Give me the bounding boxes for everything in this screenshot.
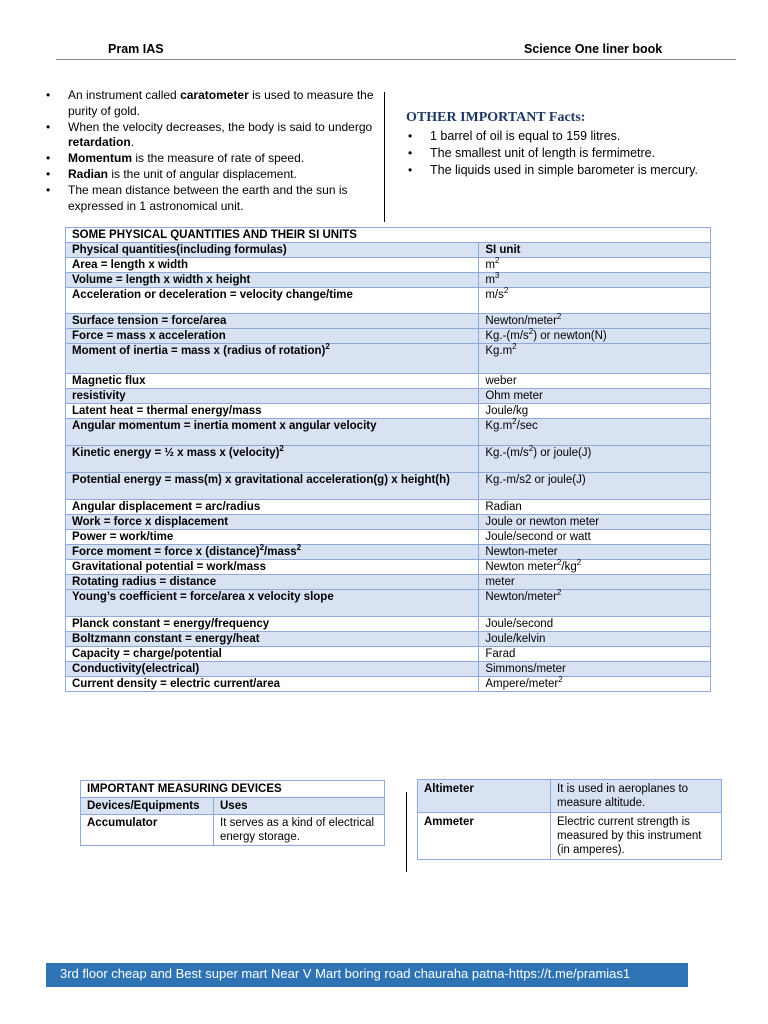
- fact-item: • Momentum is the measure of rate of speed.: [46, 151, 376, 167]
- si-unit-cell: $Kg.m^2/\sec$: [479, 419, 711, 446]
- si-unit-cell: Joule/second: [479, 617, 711, 632]
- table-row: [66, 617, 711, 632]
- si-unit-cell: $Kg.-(m/s^2)$ or newton(N): [479, 329, 711, 344]
- header-si-unit: SI unit: [479, 243, 711, 258]
- other-fact-item: • The smallest unit of length is fermimetre.: [408, 145, 738, 162]
- quantity-cell: Work = force x displacement: [66, 515, 479, 530]
- header-brand: Pram IAS: [108, 42, 164, 56]
- si-unit-cell: Joule/kg: [479, 404, 711, 419]
- measuring-devices-table-continued: [417, 779, 722, 860]
- table-row: [66, 632, 711, 647]
- facts-list-left: [46, 88, 376, 214]
- column-divider: [384, 92, 385, 222]
- quantity-cell: Current density = electric current/area: [66, 677, 479, 692]
- quantity-cell: Magnetic flux: [66, 374, 479, 389]
- quantity-cell: Area = length x width: [66, 258, 479, 273]
- quantity-cell: Young’s coefficient = force/area x velocity slope: [66, 590, 479, 617]
- table-row: [66, 530, 711, 545]
- fact-item: • Radian is the unit of angular displacement.: [46, 167, 376, 183]
- si-table-header-row: [66, 243, 711, 258]
- quantity-cell: resistivity: [66, 389, 479, 404]
- si-unit-cell: Newton/meter$^2$: [479, 590, 711, 617]
- device-use: It serves as a kind of electrical energy storage.: [214, 815, 385, 846]
- devices-header-row: [81, 798, 385, 815]
- device-use: Electric current strength is measured by this instrument (in amperes).: [551, 813, 722, 860]
- device-use: It is used in aeroplanes to measure altitude.: [551, 780, 722, 813]
- table-row: [66, 329, 711, 344]
- table-row: [66, 677, 711, 692]
- table-row: [418, 780, 722, 813]
- table-row: [66, 419, 711, 446]
- device-name: Altimeter: [418, 780, 551, 813]
- table-row: [66, 515, 711, 530]
- table-row: [66, 560, 711, 575]
- si-unit-cell: $Kg.m^2$: [479, 344, 711, 374]
- fact-item: • An instrument called caratometer is used to measure the purity of gold.: [46, 88, 376, 120]
- si-unit-cell: $Kg.-(m/s^2)$ or joule(J): [479, 446, 711, 473]
- table-row: [66, 258, 711, 273]
- table-row: [66, 344, 711, 374]
- si-table-title-row: [66, 228, 711, 243]
- si-unit-cell: Newton/meter$^2$: [479, 314, 711, 329]
- quantity-cell: Latent heat = thermal energy/mass: [66, 404, 479, 419]
- si-unit-cell: $m^2$: [479, 258, 711, 273]
- si-unit-cell: $m^3$: [479, 273, 711, 288]
- si-unit-cell: Newton $meter^2/kg^2$: [479, 560, 711, 575]
- table-row: [418, 813, 722, 860]
- table-row: [66, 647, 711, 662]
- table-row: [66, 273, 711, 288]
- quantity-cell: Rotating radius = distance: [66, 575, 479, 590]
- fact-item: • The mean distance between the earth and the sun is expressed in 1 astronomical unit.: [46, 183, 376, 215]
- measuring-devices-table: [80, 780, 385, 846]
- quantity-cell: Boltzmann constant = energy/heat: [66, 632, 479, 647]
- footer-banner: 3rd floor cheap and Best super mart Near V Mart boring road chauraha patna-https://t.me/pramias1: [46, 963, 688, 987]
- quantity-cell: Acceleration or deceleration = velocity change/time: [66, 288, 479, 314]
- si-unit-cell: Radian: [479, 500, 711, 515]
- fact-item: • When the velocity decreases, the body is said to undergo retardation.: [46, 120, 376, 152]
- si-units-table: [65, 227, 711, 692]
- table-row: [66, 446, 711, 473]
- si-unit-cell: Joule or newton meter: [479, 515, 711, 530]
- column-divider-lower: [406, 792, 407, 872]
- quantity-cell: Force moment = force x (distance)$^2$/mass$^2$: [66, 545, 479, 560]
- table-row: [66, 473, 711, 500]
- table-row: [66, 404, 711, 419]
- quantity-cell: Conductivity(electrical): [66, 662, 479, 677]
- other-fact-item: • The liquids used in simple barometer is mercury.: [408, 162, 738, 179]
- quantity-cell: Force = mass x acceleration: [66, 329, 479, 344]
- header-book-title: Science One liner book: [524, 42, 663, 56]
- table-row: [66, 500, 711, 515]
- table-row: [66, 389, 711, 404]
- other-facts-title: OTHER IMPORTANT Facts:: [406, 110, 586, 125]
- quantity-cell: Volume = length x width x height: [66, 273, 479, 288]
- si-unit-cell: meter: [479, 575, 711, 590]
- device-name: Ammeter: [418, 813, 551, 860]
- table-row: [66, 545, 711, 560]
- quantity-cell: Surface tension = force/area: [66, 314, 479, 329]
- quantity-cell: Angular displacement = arc/radius: [66, 500, 479, 515]
- si-unit-cell: Joule/kelvin: [479, 632, 711, 647]
- si-unit-cell: Ohm meter: [479, 389, 711, 404]
- si-unit-cell: Joule/second or watt: [479, 530, 711, 545]
- si-unit-cell: Newton-meter: [479, 545, 711, 560]
- table-row: [66, 575, 711, 590]
- table-row: [66, 374, 711, 389]
- quantity-cell: Potential energy = mass(m) x gravitational acceleration(g) x height(h): [66, 473, 479, 500]
- table-row: [66, 314, 711, 329]
- quantity-cell: Planck constant = energy/frequency: [66, 617, 479, 632]
- quantity-cell: Kinetic energy = ½ x mass x (velocity)$^2$: [66, 446, 479, 473]
- other-facts-list: [408, 128, 738, 179]
- quantity-cell: Angular momentum = inertia moment x angular velocity: [66, 419, 479, 446]
- table-row: [81, 815, 385, 846]
- si-unit-cell: weber: [479, 374, 711, 389]
- device-name: Accumulator: [81, 815, 214, 846]
- si-table-title: SOME PHYSICAL QUANTITIES AND THEIR SI UNITS: [66, 228, 711, 243]
- si-unit-cell: Farad: [479, 647, 711, 662]
- header-device: Devices/Equipments: [81, 798, 214, 815]
- quantity-cell: Gravitational potential = work/mass: [66, 560, 479, 575]
- quantity-cell: Capacity = charge/potential: [66, 647, 479, 662]
- si-unit-cell: Ampere/meter$^2$: [479, 677, 711, 692]
- table-row: [66, 590, 711, 617]
- other-fact-item: • 1 barrel of oil is equal to 159 litres.: [408, 128, 738, 145]
- quantity-cell: Moment of inertia = mass x (radius of rotation)$^2$: [66, 344, 479, 374]
- si-unit-cell: Kg.-m/s2 or joule(J): [479, 473, 711, 500]
- header-divider: [56, 59, 736, 60]
- devices-title-row: [81, 781, 385, 798]
- devices-table-title: IMPORTANT MEASURING DEVICES: [81, 781, 385, 798]
- table-row: [66, 288, 711, 314]
- table-row: [66, 662, 711, 677]
- si-unit-cell: Simmons/meter: [479, 662, 711, 677]
- quantity-cell: Power = work/time: [66, 530, 479, 545]
- header-quantity: Physical quantities(including formulas): [66, 243, 479, 258]
- si-unit-cell: $m/s^2$: [479, 288, 711, 314]
- header-uses: Uses: [214, 798, 385, 815]
